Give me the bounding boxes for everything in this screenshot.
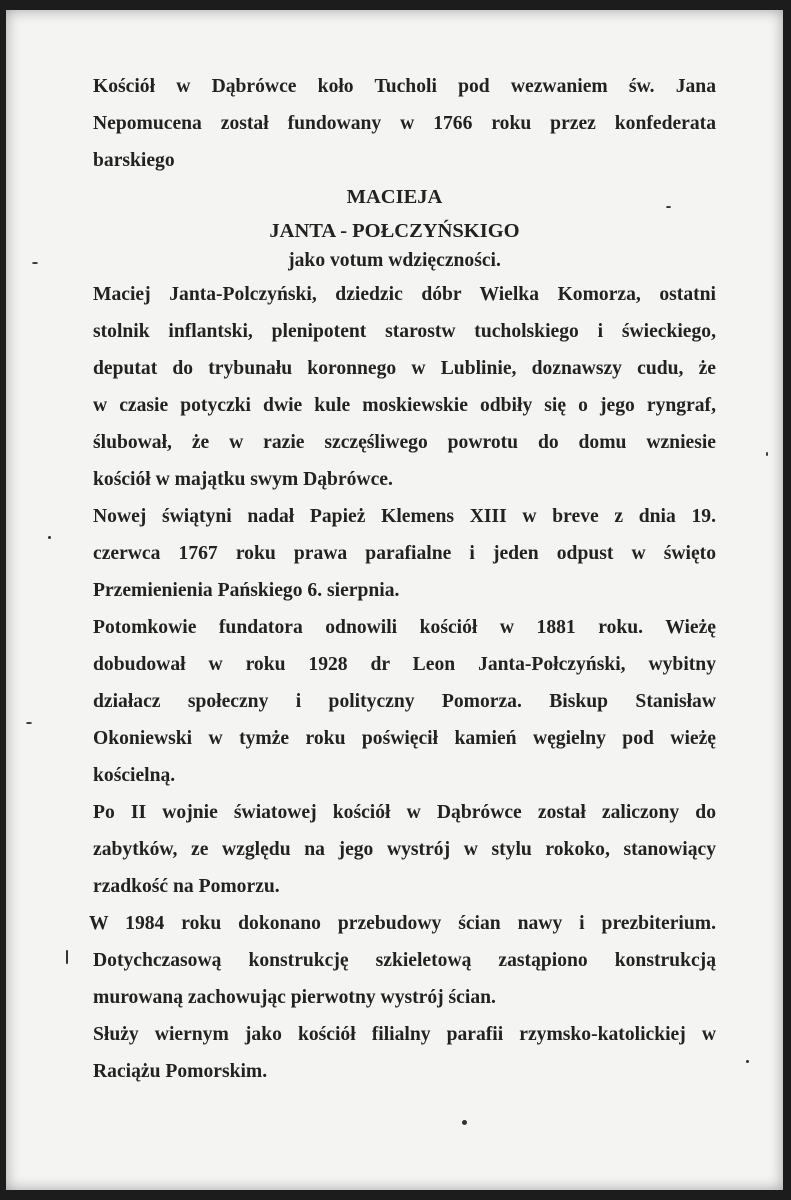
scan-speck <box>766 452 768 456</box>
text-line: Przemienienia Pańskiego 6. sierpnia. <box>93 580 400 601</box>
text-line: W 1984 roku dokonano przebudowy ścian nawy i prezbiterium. <box>89 913 716 934</box>
text-line: rzadkość na Pomorzu. <box>93 876 280 897</box>
text-line: Potomkowie fundatora odnowili kościół w 1881 roku. Wieżę <box>93 617 716 638</box>
text-line: kościół w majątku swym Dąbrówce. <box>93 469 393 490</box>
text-line: Służy wiernym jako kościół filialny parafii rzymsko-katolickiej w <box>93 1024 716 1045</box>
text-line: Kościół w Dąbrówce koło Tucholi pod wezwaniem św. Jana <box>93 76 716 97</box>
scan-speck <box>66 950 68 964</box>
heading-line: MACIEJA <box>346 186 443 208</box>
scan-speck <box>746 1060 749 1063</box>
text-line: Maciej Janta-Polczyński, dziedzic dóbr Wielka Komorza, ostatni <box>93 284 716 305</box>
text-line: w czasie potyczki dwie kule moskiewskie odbiły się o jego ryngraf, <box>93 395 716 416</box>
text-line: Raciążu Pomorskim. <box>93 1061 268 1082</box>
text-line: barskiego <box>93 150 175 171</box>
text-line: czerwca 1767 roku prawa parafialne i jeden odpust w święto <box>93 543 716 564</box>
scan-speck <box>462 1120 467 1125</box>
heading-line: JANTA - POŁCZYŃSKIGO <box>269 220 520 242</box>
text-line: Po II wojnie światowej kościół w Dąbrówce został zaliczony do <box>93 802 716 823</box>
text-line: działacz społeczny i polityczny Pomorza. Biskup Stanisław <box>93 691 716 712</box>
text-line: deputat do trybunału koronnego w Lublinie, doznawszy cudu, że <box>93 358 716 379</box>
text-line: ślubował, że w razie szczęśliwego powrotu do domu wzniesie <box>93 432 716 453</box>
document-body <box>89 68 716 1090</box>
text-line: Nowej świątyni nadał Papież Klemens XIII w breve z dnia 19. <box>93 506 716 527</box>
document-page <box>6 10 783 1190</box>
text-line: zabytków, ze względu na jego wystrój w stylu rokoko, stanowiący <box>93 839 716 860</box>
text-line: Okoniewski w tymże roku poświęcił kamień węgielny pod wieżę <box>93 728 716 749</box>
text-line: Dotychczasową konstrukcję szkieletową zastąpiono konstrukcją <box>93 950 716 971</box>
scan-speck <box>666 206 671 208</box>
text-line: kościelną. <box>93 765 176 786</box>
text-line: murowaną zachowując pierwotny wystrój ścian. <box>93 987 496 1008</box>
scan-speck <box>32 262 38 264</box>
scan-speck <box>26 722 32 724</box>
text-line: stolnik inflantski, plenipotent starostw tucholskiego i świeckiego, <box>93 321 716 342</box>
scan-speck <box>48 536 51 539</box>
text-line: dobudował w roku 1928 dr Leon Janta-Połczyński, wybitny <box>93 654 716 675</box>
text-line: Nepomucena został fundowany w 1766 roku przez konfederata <box>93 113 716 134</box>
subheading-line: jako votum wdzięczności. <box>288 250 501 271</box>
